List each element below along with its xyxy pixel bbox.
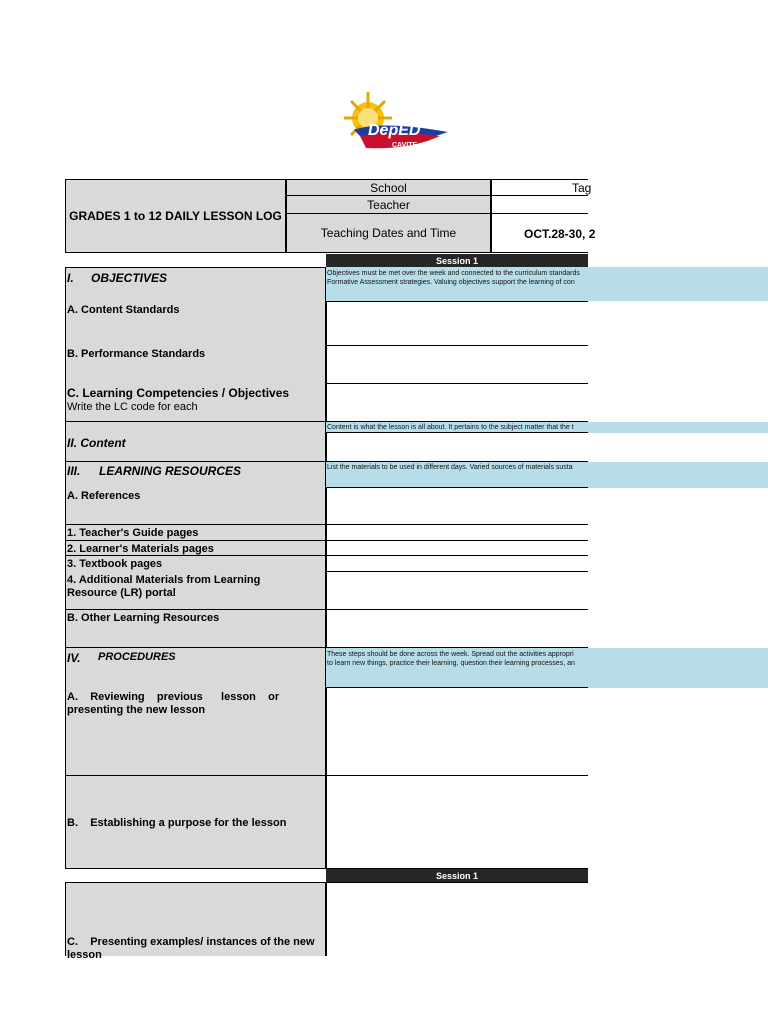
objectives-note-line1: Objectives must be met over the week and connected to the curriculum standards	[327, 270, 580, 277]
dates-label-cell	[286, 213, 491, 253]
teacher-label-cell	[286, 195, 491, 214]
other-resources-cell[interactable]	[326, 609, 588, 648]
school-label: School	[370, 180, 407, 195]
other-resources-label: B. Other Learning Resources	[67, 612, 220, 624]
procedures-note	[326, 648, 768, 688]
procedures-title: PROCEDURES	[98, 651, 176, 663]
session-header-2	[326, 869, 588, 882]
logo-subtext: CAVITE	[392, 142, 418, 149]
references-label: A. References	[67, 490, 141, 502]
textbook-pages-label: 3. Textbook pages	[67, 558, 163, 570]
objectives-note-line2: Formative Assessment strategies. Valuing objectives support the learning of con	[327, 279, 575, 286]
session-header	[326, 254, 588, 267]
school-value: Tag	[572, 181, 592, 195]
content-label-cell	[65, 421, 326, 462]
divider	[65, 540, 326, 541]
objectives-title: OBJECTIVES	[91, 271, 168, 285]
objectives-note	[326, 267, 768, 301]
reviewing-label-2: presenting the new lesson	[67, 704, 206, 716]
resources-note	[326, 462, 768, 488]
additional-materials-cell[interactable]	[326, 571, 588, 610]
divider	[65, 524, 326, 525]
tg-pages-cell[interactable]	[326, 524, 588, 541]
content-note-text: Content is what the lesson is all about. It pertains to the subject matter that the t	[327, 424, 574, 431]
presenting-label-1: C. Presenting examples/ instances of the new	[67, 936, 315, 948]
reviewing-label-1: A. Reviewing previous lesson or	[67, 691, 280, 703]
competencies-label: C. Learning Competencies / Objectives	[67, 386, 290, 400]
competencies-sub: Write the LC code for each	[67, 401, 198, 413]
lm-pages-cell[interactable]	[326, 540, 588, 556]
textbook-pages-cell[interactable]	[326, 555, 588, 572]
objectives-num: I.	[67, 271, 74, 285]
dates-value: OCT.28-30, 2	[524, 227, 596, 241]
school-label-cell	[286, 179, 491, 196]
log-title: GRADES 1 to 12 DAILY LESSON LOG	[69, 208, 282, 223]
presenting-cell[interactable]	[326, 882, 588, 956]
reviewing-cell[interactable]	[326, 687, 588, 776]
content-standards-label: A. Content Standards	[67, 304, 180, 316]
teacher-label: Teacher	[367, 197, 410, 212]
performance-standards-cell[interactable]	[326, 345, 588, 384]
divider	[65, 775, 326, 776]
presenting-label-cell	[65, 882, 326, 961]
additional-materials-label-1: 4. Additional Materials from Learning	[67, 574, 261, 586]
presenting-label-2: lesson	[67, 949, 102, 961]
lm-pages-label: 2. Learner's Materials pages	[67, 543, 214, 555]
objectives-label-cell	[65, 267, 326, 422]
content-standards-cell[interactable]	[326, 301, 588, 346]
procedures-num: IV.	[67, 651, 81, 665]
log-title-cell	[65, 179, 286, 253]
logo-text: DepED	[368, 122, 421, 139]
tg-pages-label: 1. Teacher's Guide pages	[67, 527, 199, 539]
divider	[65, 555, 326, 556]
performance-standards-label: B. Performance Standards	[67, 348, 206, 360]
content-cell[interactable]	[326, 432, 588, 462]
procedures-note-line2: to learn new things, practice their learning, question their learning processes, an	[327, 660, 575, 667]
competencies-cell[interactable]	[326, 383, 588, 422]
references-cell[interactable]	[326, 487, 588, 525]
resources-title: LEARNING RESOURCES	[99, 464, 242, 478]
content-title: II. Content	[67, 436, 126, 450]
session-label-2: Session 1	[435, 870, 479, 881]
session-label: Session 1	[435, 255, 479, 266]
resources-num: III.	[67, 464, 81, 478]
additional-materials-label-2: Resource (LR) portal	[67, 587, 176, 599]
teacher-value-cell	[491, 195, 588, 214]
purpose-label: B. Establishing a purpose for the lesson	[67, 817, 287, 829]
dates-value-cell	[491, 213, 596, 253]
purpose-cell[interactable]	[326, 775, 588, 869]
procedures-note-line1: These steps should be done across the week. Spread out the activities appropri	[327, 651, 574, 658]
divider	[65, 609, 326, 610]
deped-logo	[340, 86, 452, 158]
dates-label: Teaching Dates and Time	[320, 226, 457, 240]
resources-note-text: List the materials to be used in different days. Varied sources of materials susta	[327, 464, 573, 471]
procedures-label-cell	[65, 647, 326, 869]
school-value-cell	[491, 179, 592, 196]
